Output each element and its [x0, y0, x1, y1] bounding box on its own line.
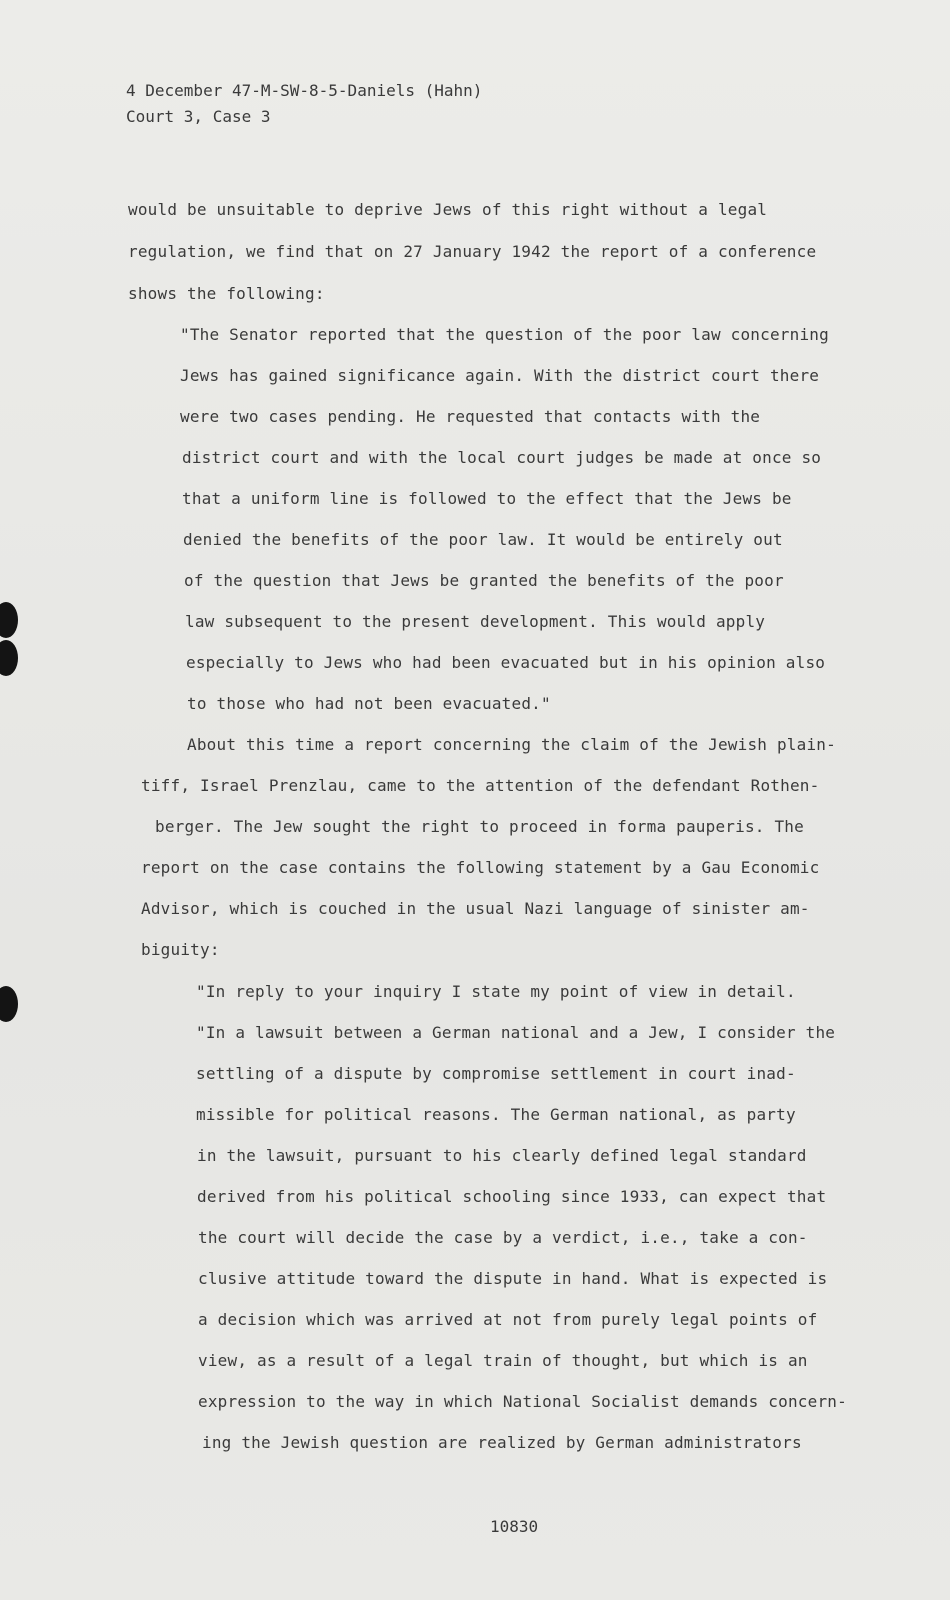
text-line: denied the benefits of the poor law. It would be entirely out — [183, 530, 783, 549]
text-line: ing the Jewish question are realized by German administrators — [202, 1433, 802, 1452]
text-line: in the lawsuit, pursuant to his clearly defined legal standard — [197, 1146, 807, 1165]
text-line: to those who had not been evacuated." — [187, 694, 551, 713]
text-line: settling of a dispute by compromise settlement in court inad- — [196, 1064, 796, 1083]
text-line: "In reply to your inquiry I state my point of view in detail. — [196, 982, 796, 1001]
text-line: the court will decide the case by a verdict, i.e., take a con- — [198, 1228, 808, 1247]
text-line: berger. The Jew sought the right to proceed in forma pauperis. The — [155, 817, 804, 836]
document-header — [126, 78, 482, 130]
page-number: 10830 — [490, 1517, 539, 1536]
text-line: report on the case contains the following statement by a Gau Economic — [141, 858, 820, 877]
text-line: Advisor, which is couched in the usual Nazi language of sinister am- — [141, 899, 810, 918]
text-line: were two cases pending. He requested that contacts with the — [180, 407, 761, 426]
text-line: tiff, Israel Prenzlau, came to the attention of the defendant Rothen- — [141, 776, 820, 795]
text-line: regulation, we find that on 27 January 1942 the report of a conference — [128, 242, 817, 261]
text-line: a decision which was arrived at not from purely legal points of — [198, 1310, 818, 1329]
text-line: clusive attitude toward the dispute in hand. What is expected is — [198, 1269, 828, 1288]
text-line: "In a lawsuit between a German national and a Jew, I consider the — [196, 1023, 836, 1042]
binder-hole — [0, 986, 18, 1022]
text-line: especially to Jews who had been evacuated but in his opinion also — [186, 653, 826, 672]
header-date-reference: 4 December 47-M-SW-8-5-Daniels (Hahn) — [126, 81, 483, 100]
text-line: would be unsuitable to deprive Jews of this right without a legal — [128, 200, 768, 219]
binder-hole — [0, 640, 18, 676]
text-line: derived from his political schooling since 1933, can expect that — [197, 1187, 827, 1206]
text-line: shows the following: — [128, 284, 325, 303]
text-line: law subsequent to the present development. This would apply — [185, 612, 766, 631]
text-line: missible for political reasons. The German national, as party — [196, 1105, 796, 1124]
text-line: biguity: — [141, 940, 220, 959]
text-line: district court and with the local court judges be made at once so — [182, 448, 822, 467]
binder-hole — [0, 602, 18, 638]
text-line: that a uniform line is followed to the effect that the Jews be — [182, 489, 792, 508]
text-line: About this time a report concerning the claim of the Jewish plain- — [187, 735, 836, 754]
text-line: of the question that Jews be granted the benefits of the poor — [184, 571, 784, 590]
text-line: view, as a result of a legal train of thought, but which is an — [198, 1351, 808, 1370]
text-line: Jews has gained significance again. With the district court there — [180, 366, 820, 385]
header-court-case: Court 3, Case 3 — [126, 107, 271, 126]
text-line: expression to the way in which National Socialist demands concern- — [198, 1392, 847, 1411]
text-line: "The Senator reported that the question of the poor law concerning — [180, 325, 829, 344]
